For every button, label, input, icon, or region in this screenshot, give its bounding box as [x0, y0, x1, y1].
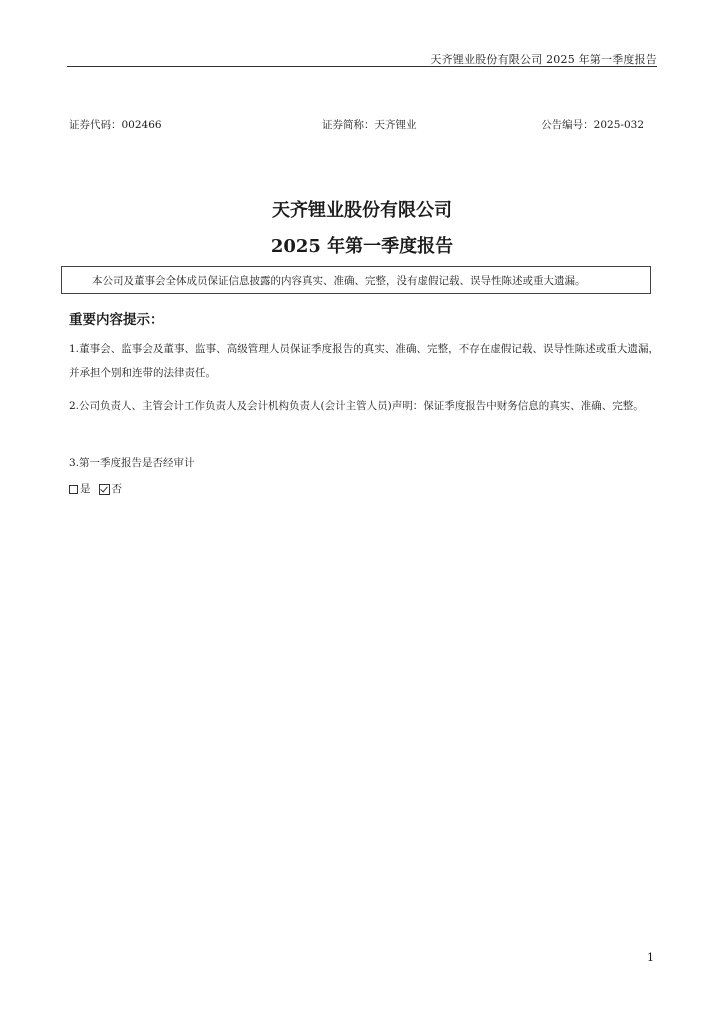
notice-item-3: 3.第一季度报告是否经审计: [69, 457, 195, 469]
company-title: 天齐锂业股份有限公司: [272, 200, 452, 221]
report-title: 2025 年第一季度报告: [270, 236, 454, 257]
header-rule: [67, 66, 657, 67]
stock-short-name: 证券简称：天齐锂业: [322, 119, 417, 131]
notice-number: 公告编号：2025-032: [541, 119, 644, 131]
audit-choice: [69, 481, 122, 496]
audit-yes-checkbox[interactable]: [69, 485, 78, 494]
notice-item-2: 2.公司负责人、主管会计工作负责人及会计机构负责人(会计主管人员)声明：保证季度报告中财务信息的真实、准确、完整。: [69, 400, 644, 412]
audit-yes-label: 是: [80, 483, 91, 495]
audit-no-checkbox[interactable]: [99, 484, 110, 495]
running-header: 天齐锂业股份有限公司 2025 年第一季度报告: [430, 53, 657, 66]
notice-item-1: 1.董事会、监事会及董事、监事、高级管理人员保证季度报告的真实、准确、完整，不存在虚假记载、误导性陈述或重大遗漏，并承担个别和连带的法律责任。: [69, 343, 659, 379]
audit-no-label: 否: [111, 483, 122, 495]
stock-code: 证券代码：002466: [69, 119, 162, 131]
page-number: 1: [647, 951, 654, 964]
declaration-box: [61, 266, 651, 294]
important-notice-heading: 重要内容提示：: [69, 312, 164, 328]
declaration-text: 本公司及董事会全体成员保证信息披露的内容真实、准确、完整，没有虚假记载、误导性陈述或重大遗漏。: [92, 275, 586, 287]
